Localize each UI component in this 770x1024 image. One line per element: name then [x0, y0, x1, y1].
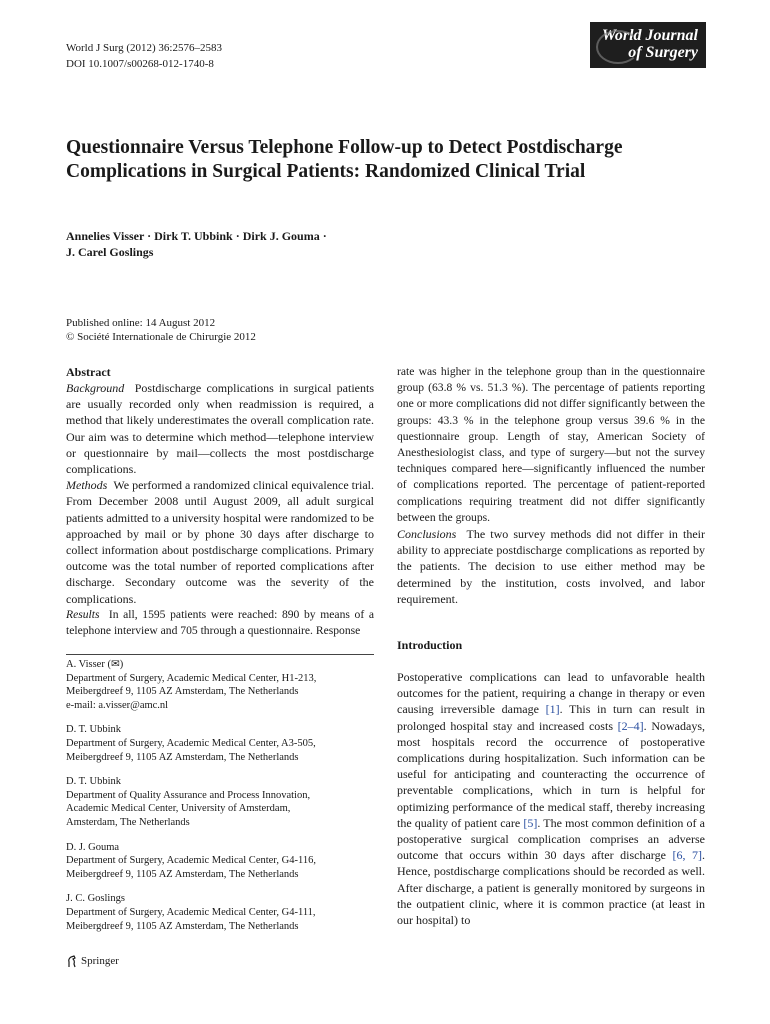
springer-horse-icon	[66, 955, 78, 968]
abstract-methods	[66, 477, 374, 607]
affiliation-line: Academic Medical Center, University of Amsterdam,	[66, 803, 291, 815]
logo-line-2: of Surgery	[628, 44, 698, 61]
intro-text-5: . Hence, postdischarge complications should be recorded as well. After discharge, a patient is generally monitored by surgeons in the outpatient clinic, where it is common practice (at least in our hospital) to	[397, 848, 705, 928]
background-label: Background	[66, 381, 125, 395]
authors-line-1: Annelies Visser · Dirk T. Ubbink · Dirk J. Gouma ·	[66, 229, 327, 243]
introduction-paragraph	[397, 669, 705, 928]
page-footer	[66, 954, 119, 968]
intro-text-3: . Nowadays, most hospitals record the occurrence of postoperative complications during hospitalization. Such information can be useful for anticipating and counteracting the occurrence of preventable complications, which in turn is helpful for optimizing performance of the medical staff, thereby increasing the quality of patient care	[397, 718, 706, 830]
results-text-part1: In all, 1595 patients were reached: 890 by means of a telephone interview and 705 through a questionnaire. Response	[66, 607, 374, 638]
affiliation-line: Department of Surgery, Academic Medical Center, A3-505,	[66, 737, 316, 749]
doi[interactable]: DOI 10.1007/s00268-012-1740-8	[66, 58, 214, 70]
affiliation-entry	[66, 841, 374, 882]
reference-link-6-7[interactable]: [6, 7]	[672, 848, 702, 863]
citation-block	[66, 40, 222, 72]
affiliations	[66, 658, 374, 944]
abstract-results-continued: rate was higher in the telephone group than in the questionnaire group (63.8 % vs. 51.3 %). The percentage of patients reporting one or more complications did not differ significantly between the groups: 43.3 % in the telephone group versus 39.6 % in the questionnaire group. Length of stay, American Society of Anesthesiologist class, and type of surgery—but not the survey techniques compared here—significantly influenced the number of complications reported. The percentage of patient-reported complications requiring treatment did not differ significantly between the groups.	[397, 365, 705, 524]
published-date: Published online: 14 August 2012	[66, 317, 216, 329]
affiliation-entry	[66, 723, 374, 764]
affiliation-line: Department of Surgery, Academic Medical Center, G4-116,	[66, 855, 316, 867]
affiliation-divider	[66, 654, 374, 655]
affiliation-email[interactable]: e-mail: a.visser@amc.nl	[66, 699, 169, 711]
introduction-column	[397, 669, 705, 928]
affiliation-line: Amsterdam, The Netherlands	[66, 816, 190, 828]
affiliation-author: A. Visser (✉)	[66, 659, 124, 670]
author-list	[66, 228, 426, 260]
affiliation-line: Meibergdreef 9, 1105 AZ Amsterdam, The Netherlands	[66, 868, 299, 880]
affiliation-line: Department of Surgery, Academic Medical Center, H1-213,	[66, 672, 317, 684]
abstract-background	[66, 380, 374, 477]
intro-text-2: . This in turn can result in prolonged hospital stay and increased costs	[397, 702, 705, 733]
journal-logo	[590, 22, 706, 68]
publisher-name: Springer	[81, 955, 119, 967]
affiliation-author: J. C. Goslings	[66, 893, 125, 905]
affiliation-line: Meibergdreef 9, 1105 AZ Amsterdam, The Netherlands	[66, 686, 299, 698]
journal-citation: World J Surg (2012) 36:2576–2583	[66, 42, 222, 54]
introduction-heading: Introduction	[397, 638, 463, 652]
affiliation-line: Meibergdreef 9, 1105 AZ Amsterdam, The Netherlands	[66, 920, 299, 932]
intro-text-4: . The most common definition of a postoperative surgical complication comprises an adverse outcome that occurs within 30 days after discharge	[397, 815, 705, 863]
methods-text: We performed a randomized clinical equivalence trial. From December 2008 until August 2009, all adult surgical patients admitted to a university hospital were randomized to be approached by mail or by phone 30 days after discharge to collect information about postdischarge complications. Primary outcome was the total number of reported complications after discharge. Secondary outcome was the severity of the complications.	[66, 478, 375, 606]
affiliation-author: D. J. Gouma	[66, 841, 120, 853]
conclusions-label: Conclusions	[397, 527, 457, 542]
affiliation-line: Department of Quality Assurance and Process Innovation,	[66, 789, 311, 801]
globe-icon	[596, 30, 640, 64]
logo-line-1: World Journal	[601, 27, 698, 44]
copyright: © Société Internationale de Chirurgie 2012	[66, 331, 256, 343]
reference-link-5[interactable]: [5]	[523, 815, 538, 830]
abstract-left-column	[66, 364, 374, 639]
authors-line-2: J. Carel Goslings	[66, 245, 154, 259]
conclusions-text: The two survey methods did not differ in their ability to appreciate postdischarge complications as reported by the patients. The decision to use either method may be determined by the institution, costs involved, and labor requirement.	[397, 527, 705, 606]
affiliation-entry	[66, 658, 374, 712]
publication-info	[66, 316, 256, 344]
abstract-heading: Abstract	[66, 365, 111, 379]
affiliation-line: Meibergdreef 9, 1105 AZ Amsterdam, The Netherlands	[66, 751, 299, 763]
abstract-right-column	[397, 364, 705, 607]
affiliation-author: D. T. Ubbink	[66, 776, 122, 788]
intro-text-1: Postoperative complications can lead to unfavorable health outcomes for the patient, requiring a change in therapy or even causing irreversible damage	[397, 670, 705, 717]
affiliation-entry	[66, 892, 374, 933]
affiliation-author: D. T. Ubbink	[66, 724, 122, 736]
reference-link-2-4[interactable]: [2–4]	[617, 718, 644, 733]
abstract-conclusions	[397, 526, 705, 607]
abstract-results-start	[66, 607, 374, 639]
methods-label: Methods	[66, 478, 108, 493]
article-title: Questionnaire Versus Telephone Follow-up to Detect Postdischarge Complications in Surgical Patients: Randomized Clinical Trial	[66, 137, 623, 182]
affiliation-entry	[66, 775, 374, 829]
reference-link-1[interactable]: [1]	[545, 702, 560, 717]
results-label: Results	[66, 607, 100, 621]
background-text: Postdischarge complications in surgical patients are usually recorded only when readmission is required, a method that likely underestimates the overall complication rate. Our aim was to determine which method—telephone interview or questionnaire by mail—collects the most postdischarge complications.	[66, 381, 374, 477]
affiliation-line: Department of Surgery, Academic Medical Center, G4-111,	[66, 906, 316, 918]
